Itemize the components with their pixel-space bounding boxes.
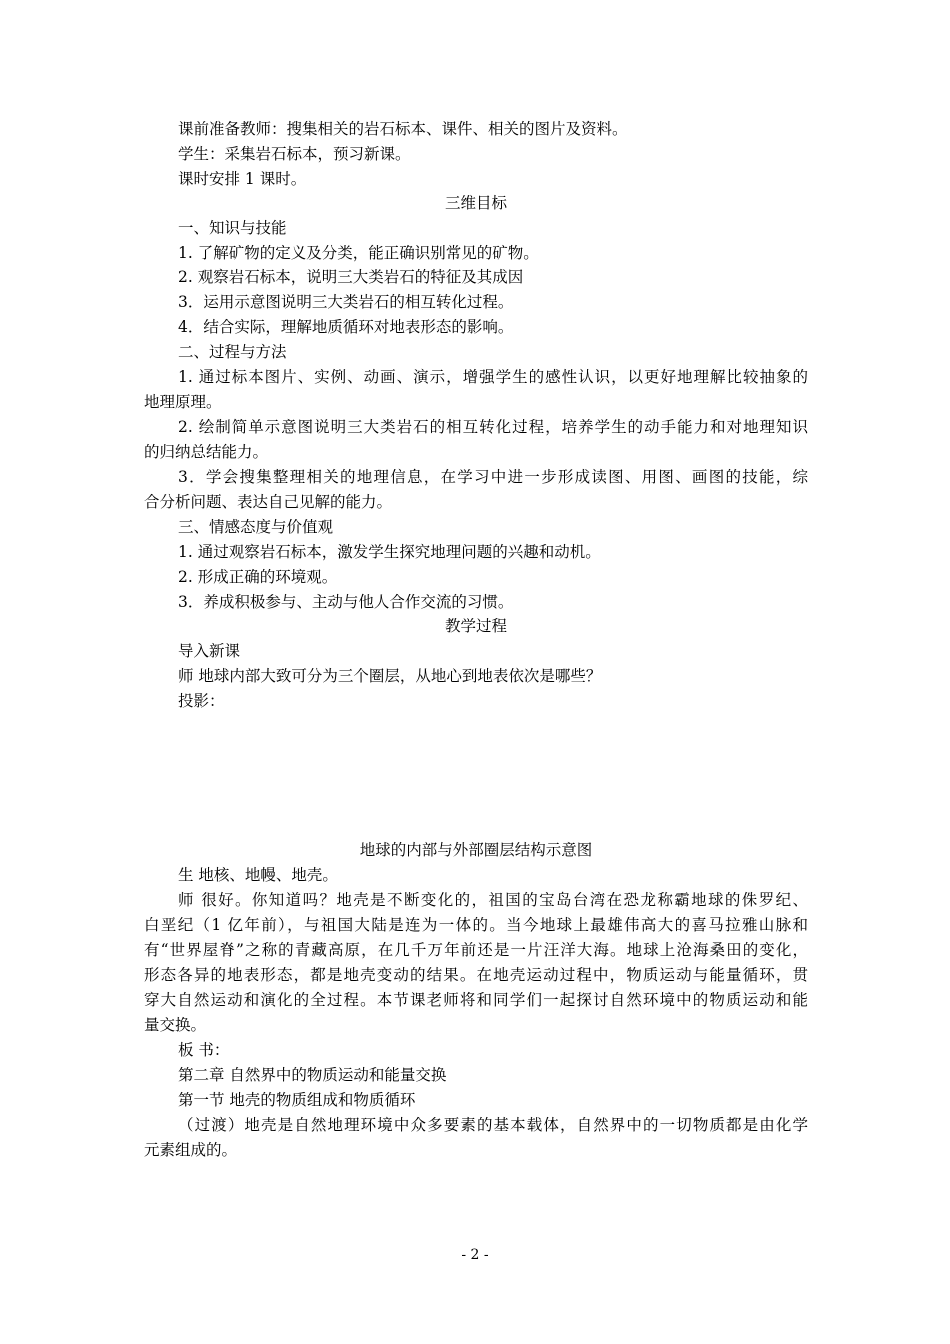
- page-number: - 2 -: [461, 1247, 489, 1263]
- process-title: 教学过程: [444, 617, 507, 635]
- goals-section-1-item: 3．运用示意图说明三大类岩石的相互转化过程。: [178, 293, 514, 311]
- goals-section-3-heading: 三、情感态度与价值观: [178, 518, 334, 536]
- goals-section-3-item: 2. 形成正确的环境观。: [178, 568, 338, 586]
- student-answer: 生 地核、地幔、地壳。: [178, 866, 338, 884]
- prep-schedule: 课时安排 1 课时。: [178, 170, 307, 188]
- teacher-paragraph-line: 师 很好。你知道吗？地壳是不断变化的，祖国的宝岛台湾在恐龙称霸地球的侏罗纪、: [178, 891, 808, 909]
- goals-section-2-para-1: 1. 通过标本图片、实例、动画、演示，增强学生的感性认识，以更好地理解比较抽象的: [178, 368, 808, 386]
- board-label: 板 书：: [178, 1041, 230, 1059]
- chapter-heading: 第二章 自然界中的物质运动和能量交换: [178, 1066, 447, 1084]
- prep-student: 学生：采集岩石标本，预习新课。: [178, 145, 411, 163]
- process-intro: 导入新课: [178, 642, 241, 660]
- goals-section-1-item: 4．结合实际，理解地质循环对地表形态的影响。: [178, 318, 514, 336]
- transition-paragraph: （过渡）地壳是自然地理环境中众多要素的基本载体，自然界中的一切物质都是由化学: [178, 1116, 808, 1134]
- teacher-paragraph-line: 穿大自然运动和演化的全过程。本节课老师将和同学们一起探讨自然环境中的物质运动和能: [144, 991, 808, 1009]
- goals-section-2-para-1-cont: 地理原理。: [144, 393, 222, 411]
- goals-section-2-para-2: 2. 绘制简单示意图说明三大类岩石的相互转化过程，培养学生的动手能力和对地理知识: [178, 418, 808, 436]
- goals-section-2-para-3: 3．学会搜集整理相关的地理信息，在学习中进一步形成读图、用图、画图的技能，综: [178, 468, 808, 486]
- teacher-paragraph-line: 形态各异的地表形态，都是地壳变动的结果。在地壳运动过程中，物质运动与能量循环，贯: [144, 966, 808, 984]
- goals-section-2-para-2-cont: 的归纳总结能力。: [144, 443, 269, 461]
- transition-paragraph-cont: 元素组成的。: [144, 1141, 238, 1159]
- goals-section-3-item: 1. 通过观察岩石标本，激发学生探究地理问题的兴趣和动机。: [178, 543, 601, 561]
- goals-section-2-para-3-cont: 合分析问题、表达自己见解的能力。: [144, 493, 393, 511]
- goals-section-1-heading: 一、知识与技能: [178, 219, 287, 237]
- section-heading: 第一节 地壳的物质组成和物质循环: [178, 1091, 416, 1109]
- goals-section-3-item: 3．养成积极参与、主动与他人合作交流的习惯。: [178, 593, 514, 611]
- goals-section-2-heading: 二、过程与方法: [178, 343, 287, 361]
- prep-teacher: 课前准备教师：搜集相关的岩石标本、课件、相关的图片及资料。: [178, 120, 628, 138]
- teacher-question: 师 地球内部大致可分为三个圈层，从地心到地表依次是哪些？: [178, 667, 602, 685]
- teacher-paragraph-line: 有“世界屋脊”之称的青藏高原，在几千万年前还是一片汪洋大海。地球上沧海桑田的变化，: [144, 941, 808, 959]
- goals-title: 三维目标: [444, 194, 507, 212]
- goals-section-1-item: 2. 观察岩石标本，说明三大类岩石的特征及其成因: [178, 268, 524, 286]
- figure-caption: 地球的内部与外部圈层结构示意图: [359, 841, 593, 859]
- goals-section-1-item: 1. 了解矿物的定义及分类，能正确识别常见的矿物。: [178, 244, 539, 262]
- teacher-paragraph-line: 量交换。: [144, 1016, 207, 1034]
- projection-label: 投影：: [178, 692, 225, 710]
- teacher-paragraph-line: 白垩纪（1 亿年前），与祖国大陆是连为一体的。当今地球上最雄伟高大的喜马拉雅山脉和: [144, 916, 808, 934]
